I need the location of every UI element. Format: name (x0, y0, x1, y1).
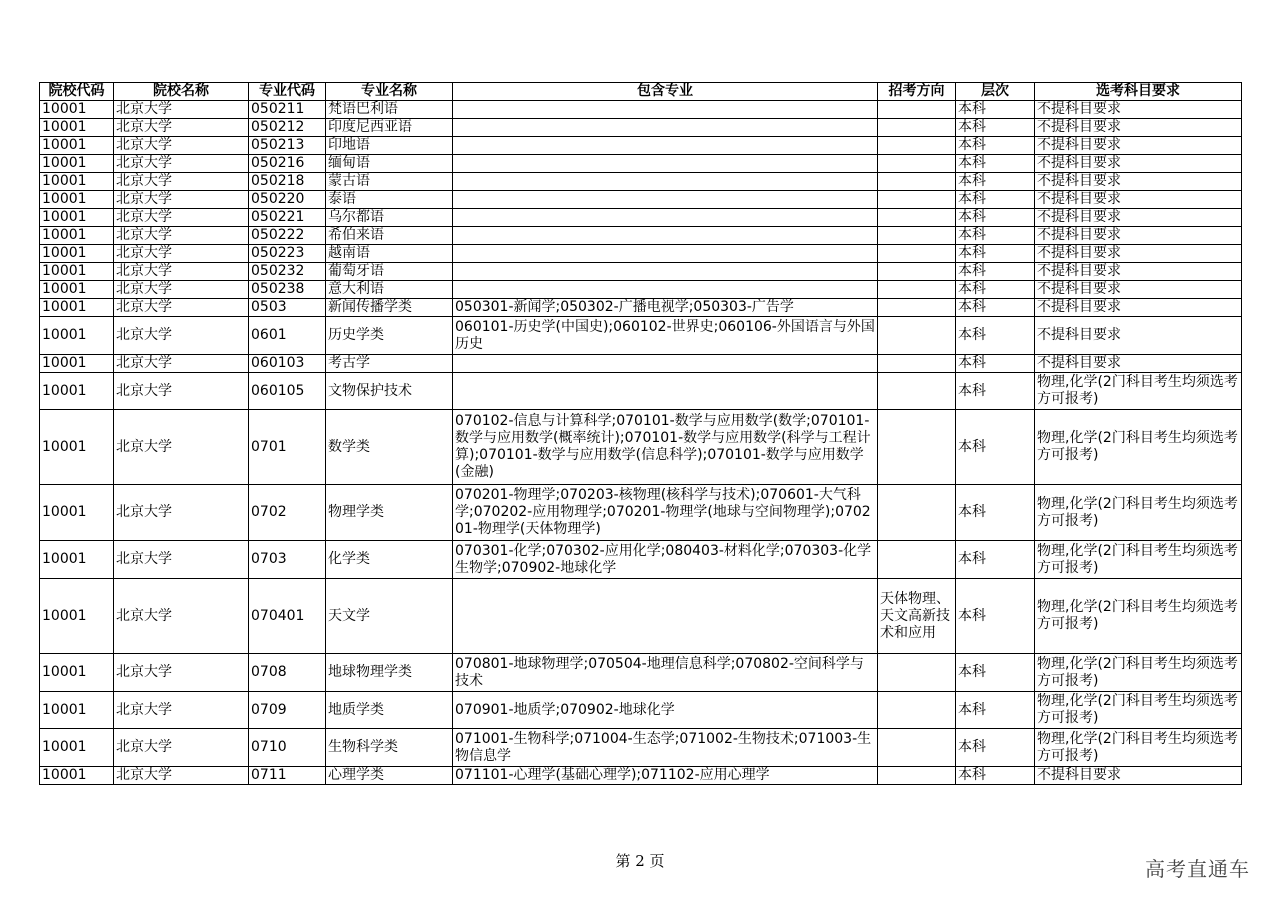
table-cell (878, 281, 956, 299)
table-cell (878, 137, 956, 155)
table-row (40, 729, 1242, 767)
table-cell: 070801-地球物理学;070504-地理信息科学;070802-空间科学与技术 (453, 654, 878, 692)
table-cell: 不提科目要求 (1035, 209, 1242, 227)
table-cell: 物理,化学(2门科目考生均须选考方可报考) (1035, 541, 1242, 579)
table-body (40, 101, 1242, 785)
table-cell: 060101-历史学(中国史);060102-世界史;060106-外国语言与外国历史 (453, 317, 878, 355)
table-cell (453, 137, 878, 155)
table-cell (878, 767, 956, 785)
table-cell: 0503 (249, 299, 326, 317)
table-cell: 北京大学 (114, 101, 249, 119)
table-cell: 本科 (956, 692, 1035, 729)
table-row (40, 317, 1242, 355)
table-cell (878, 355, 956, 373)
table-cell (878, 654, 956, 692)
table-cell: 070301-化学;070302-应用化学;080403-材料化学;070303-化学生物学;070902-地球化学 (453, 541, 878, 579)
table-row (40, 137, 1242, 155)
table-cell: 050212 (249, 119, 326, 137)
table-cell: 10001 (40, 245, 114, 263)
table-cell: 0701 (249, 410, 326, 485)
table-cell: 0711 (249, 767, 326, 785)
col-header: 专业代码 (249, 83, 326, 101)
table-row (40, 173, 1242, 191)
table-cell: 北京大学 (114, 373, 249, 410)
admission-table (39, 82, 1242, 785)
table-cell: 0708 (249, 654, 326, 692)
table-cell: 070102-信息与计算科学;070101-数学与应用数学(数学;070101-数学与应用数学(概率统计);070101-数学与应用数学(科学与工程计算);070101-数学与应用数学(信息科学);070101-数学与应用数学(金融) (453, 410, 878, 485)
table-cell: 梵语巴利语 (326, 101, 453, 119)
table-cell: 地质学类 (326, 692, 453, 729)
table-cell: 本科 (956, 137, 1035, 155)
table-cell (878, 410, 956, 485)
table-cell (878, 227, 956, 245)
table-cell: 10001 (40, 485, 114, 541)
table-cell: 0601 (249, 317, 326, 355)
table-cell: 050218 (249, 173, 326, 191)
col-header: 招考方向 (878, 83, 956, 101)
table-cell: 北京大学 (114, 173, 249, 191)
table-cell: 考古学 (326, 355, 453, 373)
table-cell: 050301-新闻学;050302-广播电视学;050303-广告学 (453, 299, 878, 317)
table-cell: 本科 (956, 101, 1035, 119)
table-row (40, 281, 1242, 299)
table-cell: 050221 (249, 209, 326, 227)
table-cell: 北京大学 (114, 355, 249, 373)
table-row (40, 654, 1242, 692)
table-cell: 地球物理学类 (326, 654, 453, 692)
table-cell: 蒙古语 (326, 173, 453, 191)
table-cell: 不提科目要求 (1035, 245, 1242, 263)
table-cell (878, 155, 956, 173)
table-row (40, 119, 1242, 137)
table-cell: 10001 (40, 191, 114, 209)
table-cell: 北京大学 (114, 155, 249, 173)
table-cell: 乌尔都语 (326, 209, 453, 227)
table-cell: 050232 (249, 263, 326, 281)
table-cell: 本科 (956, 155, 1035, 173)
table-cell: 本科 (956, 281, 1035, 299)
table-row (40, 410, 1242, 485)
table-row (40, 263, 1242, 281)
table-cell: 生物科学类 (326, 729, 453, 767)
table-cell: 不提科目要求 (1035, 767, 1242, 785)
table-cell (453, 119, 878, 137)
table-cell (878, 373, 956, 410)
table-row (40, 209, 1242, 227)
table-cell: 0702 (249, 485, 326, 541)
table-row (40, 299, 1242, 317)
table-cell: 050213 (249, 137, 326, 155)
table-cell: 050220 (249, 191, 326, 209)
table-cell: 050238 (249, 281, 326, 299)
table-cell: 物理,化学(2门科目考生均须选考方可报考) (1035, 410, 1242, 485)
table-cell: 050211 (249, 101, 326, 119)
table-cell: 本科 (956, 729, 1035, 767)
table-cell: 10001 (40, 579, 114, 654)
table-cell: 不提科目要求 (1035, 227, 1242, 245)
table-cell: 北京大学 (114, 281, 249, 299)
table-cell: 数学类 (326, 410, 453, 485)
table-cell: 0710 (249, 729, 326, 767)
table-cell: 不提科目要求 (1035, 281, 1242, 299)
table-cell: 北京大学 (114, 541, 249, 579)
table-cell (453, 191, 878, 209)
table-cell: 10001 (40, 209, 114, 227)
table-cell: 10001 (40, 355, 114, 373)
table-cell: 070201-物理学;070203-核物理(核科学与技术);070601-大气科学;070202-应用物理学;070201-物理学(地球与空间物理学);070201-物理学(天体物理学) (453, 485, 878, 541)
table-cell: 不提科目要求 (1035, 155, 1242, 173)
table-cell: 10001 (40, 373, 114, 410)
table-cell: 物理学类 (326, 485, 453, 541)
table-cell: 10001 (40, 173, 114, 191)
table-row (40, 579, 1242, 654)
table-cell: 印度尼西亚语 (326, 119, 453, 137)
table-cell: 不提科目要求 (1035, 119, 1242, 137)
table-cell: 本科 (956, 541, 1035, 579)
table-cell: 缅甸语 (326, 155, 453, 173)
table-cell: 北京大学 (114, 227, 249, 245)
table-cell: 本科 (956, 209, 1035, 227)
table-cell (878, 191, 956, 209)
table-cell: 物理,化学(2门科目考生均须选考方可报考) (1035, 579, 1242, 654)
table-cell: 060103 (249, 355, 326, 373)
table-cell: 新闻传播学类 (326, 299, 453, 317)
table-cell: 本科 (956, 173, 1035, 191)
table-cell: 本科 (956, 191, 1035, 209)
table-cell: 北京大学 (114, 410, 249, 485)
table-cell: 本科 (956, 317, 1035, 355)
table-cell: 不提科目要求 (1035, 173, 1242, 191)
table-cell: 050216 (249, 155, 326, 173)
table-cell: 本科 (956, 245, 1035, 263)
table-cell (878, 692, 956, 729)
col-header: 选考科目要求 (1035, 83, 1242, 101)
table-cell: 物理,化学(2门科目考生均须选考方可报考) (1035, 729, 1242, 767)
table-cell: 0703 (249, 541, 326, 579)
table-row (40, 191, 1242, 209)
table-cell (453, 155, 878, 173)
table-cell: 10001 (40, 692, 114, 729)
table-cell: 10001 (40, 263, 114, 281)
table-cell: 050222 (249, 227, 326, 245)
table-cell: 不提科目要求 (1035, 191, 1242, 209)
table-cell: 北京大学 (114, 317, 249, 355)
table-cell (878, 317, 956, 355)
table-row (40, 355, 1242, 373)
table-cell (453, 245, 878, 263)
table-cell: 10001 (40, 119, 114, 137)
table-row (40, 485, 1242, 541)
watermark: 高考直通车 (1145, 857, 1250, 881)
table-cell: 历史学类 (326, 317, 453, 355)
table-cell (453, 281, 878, 299)
table-cell: 天体物理、天文高新技术和应用 (878, 579, 956, 654)
table-cell: 10001 (40, 654, 114, 692)
table-cell: 不提科目要求 (1035, 101, 1242, 119)
table-cell: 10001 (40, 299, 114, 317)
table-cell: 物理,化学(2门科目考生均须选考方可报考) (1035, 654, 1242, 692)
table-cell: 本科 (956, 579, 1035, 654)
table-cell: 葡萄牙语 (326, 263, 453, 281)
table-cell (453, 579, 878, 654)
table-cell (878, 541, 956, 579)
table-cell (878, 263, 956, 281)
table-cell: 物理,化学(2门科目考生均须选考方可报考) (1035, 373, 1242, 410)
table-cell: 本科 (956, 227, 1035, 245)
table-cell (878, 729, 956, 767)
table-row (40, 245, 1242, 263)
table-cell: 071101-心理学(基础心理学);071102-应用心理学 (453, 767, 878, 785)
table-cell: 北京大学 (114, 767, 249, 785)
table-cell: 北京大学 (114, 245, 249, 263)
table-cell: 不提科目要求 (1035, 317, 1242, 355)
table-cell (453, 263, 878, 281)
table-cell: 10001 (40, 227, 114, 245)
table-cell (878, 299, 956, 317)
table-cell (878, 119, 956, 137)
table-cell: 北京大学 (114, 579, 249, 654)
table-cell: 0709 (249, 692, 326, 729)
table-cell: 10001 (40, 137, 114, 155)
table-cell (878, 485, 956, 541)
table-cell (453, 355, 878, 373)
table-cell: 不提科目要求 (1035, 263, 1242, 281)
table-cell: 本科 (956, 263, 1035, 281)
table-cell: 北京大学 (114, 692, 249, 729)
col-header: 层次 (956, 83, 1035, 101)
table-cell: 北京大学 (114, 263, 249, 281)
table-cell: 北京大学 (114, 729, 249, 767)
table-cell: 070401 (249, 579, 326, 654)
table-cell: 本科 (956, 654, 1035, 692)
table-cell: 070901-地质学;070902-地球化学 (453, 692, 878, 729)
table-row (40, 101, 1242, 119)
table-cell: 天文学 (326, 579, 453, 654)
table-cell: 不提科目要求 (1035, 299, 1242, 317)
table-cell: 泰语 (326, 191, 453, 209)
table-cell: 本科 (956, 485, 1035, 541)
table-cell: 北京大学 (114, 209, 249, 227)
table-cell: 本科 (956, 119, 1035, 137)
table-cell: 不提科目要求 (1035, 355, 1242, 373)
table-cell: 10001 (40, 541, 114, 579)
table-cell: 本科 (956, 373, 1035, 410)
table-cell: 希伯来语 (326, 227, 453, 245)
table-cell: 本科 (956, 355, 1035, 373)
table-cell: 050223 (249, 245, 326, 263)
table-cell: 10001 (40, 101, 114, 119)
page-number: 第 2 页 (615, 852, 665, 870)
table-cell (878, 209, 956, 227)
col-header: 院校名称 (114, 83, 249, 101)
table-cell: 北京大学 (114, 299, 249, 317)
table-cell: 10001 (40, 729, 114, 767)
table-cell: 060105 (249, 373, 326, 410)
table-row (40, 227, 1242, 245)
table-row (40, 692, 1242, 729)
table-cell: 北京大学 (114, 137, 249, 155)
table-cell (878, 173, 956, 191)
table-cell: 10001 (40, 155, 114, 173)
table-cell: 本科 (956, 299, 1035, 317)
table-cell: 北京大学 (114, 191, 249, 209)
table-cell (878, 101, 956, 119)
table-cell: 心理学类 (326, 767, 453, 785)
table-cell: 意大利语 (326, 281, 453, 299)
table-cell (453, 173, 878, 191)
table-cell (453, 101, 878, 119)
table-cell: 本科 (956, 767, 1035, 785)
table-cell: 化学类 (326, 541, 453, 579)
table-cell (453, 209, 878, 227)
table-row (40, 155, 1242, 173)
table-cell: 10001 (40, 281, 114, 299)
col-header: 院校代码 (40, 83, 114, 101)
table-cell (453, 373, 878, 410)
table-row (40, 541, 1242, 579)
table-row (40, 373, 1242, 410)
table-cell: 不提科目要求 (1035, 137, 1242, 155)
table-cell (878, 245, 956, 263)
table-row (40, 767, 1242, 785)
table-cell: 10001 (40, 410, 114, 485)
table-cell: 北京大学 (114, 119, 249, 137)
col-header: 包含专业 (453, 83, 878, 101)
table-cell: 物理,化学(2门科目考生均须选考方可报考) (1035, 485, 1242, 541)
col-header: 专业名称 (326, 83, 453, 101)
table-cell: 本科 (956, 410, 1035, 485)
table-cell: 物理,化学(2门科目考生均须选考方可报考) (1035, 692, 1242, 729)
table-cell: 文物保护技术 (326, 373, 453, 410)
header-row (40, 83, 1242, 101)
table-cell: 越南语 (326, 245, 453, 263)
table-cell: 10001 (40, 767, 114, 785)
table-cell: 北京大学 (114, 485, 249, 541)
table-cell (453, 227, 878, 245)
table-cell: 印地语 (326, 137, 453, 155)
table-cell: 071001-生物科学;071004-生态学;071002-生物技术;071003-生物信息学 (453, 729, 878, 767)
table-cell: 北京大学 (114, 654, 249, 692)
table-cell: 10001 (40, 317, 114, 355)
